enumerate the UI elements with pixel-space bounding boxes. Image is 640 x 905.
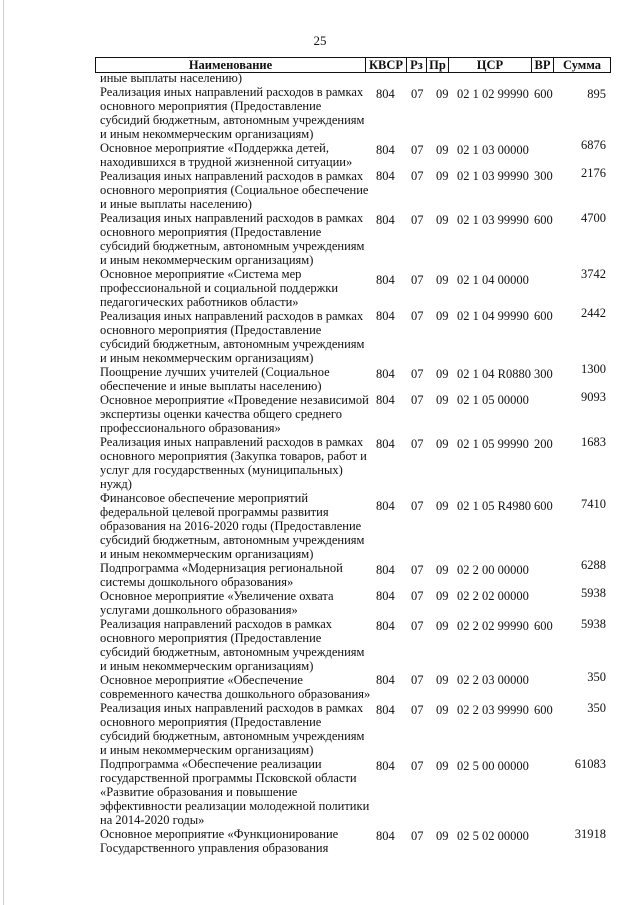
row-vr: 600 [534,619,553,633]
row-sum: 5938 [581,586,606,600]
row-sum: 6288 [581,558,606,572]
row-vr: 300 [534,367,553,381]
table-row [0,268,640,310]
row-kvsr: 804 [376,367,395,381]
row-kvsr: 804 [376,563,395,577]
page-number: 25 [313,33,327,48]
row-rz: 07 [411,673,424,687]
row-rz: 07 [411,213,424,227]
row-name: иные выплаты населению) [100,71,243,85]
row-pr: 09 [436,673,449,687]
row-kvsr: 804 [376,589,395,603]
row-pr: 09 [436,829,449,843]
row-kvsr: 804 [376,273,395,287]
row-rz: 07 [411,759,424,773]
row-rz: 07 [411,829,424,843]
row-pr: 09 [436,367,449,381]
table-row [0,558,640,590]
table-row [0,436,640,492]
row-sum: 895 [587,87,606,101]
row-pr: 09 [436,393,449,407]
row-rz: 07 [411,143,424,157]
row-kvsr: 804 [376,759,395,773]
table-row [0,306,640,366]
table-row [0,492,640,562]
table-row [0,390,640,436]
row-name: Основное мероприятие «Поддержка детей, находившихся в трудной жизненной ситуации» [100,141,353,169]
row-csr: 02 2 03 00000 [457,673,529,687]
row-rz: 07 [411,619,424,633]
header-csr: ЦСР [449,58,532,72]
row-kvsr: 804 [376,703,395,717]
row-csr: 02 1 05 00000 [457,393,529,407]
table-row [0,618,640,674]
row-kvsr: 804 [376,829,395,843]
row-csr: 02 2 02 00000 [457,589,529,603]
row-sum: 3742 [581,267,606,281]
row-kvsr: 804 [376,499,395,513]
header-vr: ВР [532,58,554,72]
row-vr: 600 [534,309,553,323]
row-sum: 350 [587,701,606,715]
row-rz: 07 [411,437,424,451]
row-name: Основное мероприятие «Обеспечение современного качества дошкольного образования» [100,673,371,701]
row-csr: 02 2 02 99990 [457,619,529,633]
row-csr: 02 1 04 99990 [457,309,529,323]
row-pr: 09 [436,563,449,577]
row-sum: 350 [587,670,606,684]
row-csr: 02 5 00 00000 [457,759,529,773]
row-pr: 09 [436,499,449,513]
row-pr: 09 [436,589,449,603]
row-vr: 600 [534,87,553,101]
row-pr: 09 [436,437,449,451]
row-kvsr: 804 [376,393,395,407]
table-body [0,72,640,856]
row-sum: 5938 [581,617,606,631]
row-csr: 02 1 04 00000 [457,273,529,287]
header-sum: Сумма [563,57,601,72]
row-name: Реализация иных направлений расходов в рамках основного мероприятия (Предоставление субсидий бюджетным, автономным учреждениям и иным некоммерческим организациям) [100,701,365,757]
row-kvsr: 804 [376,213,395,227]
row-name: Основное мероприятие «Проведение независимой экспертизы оценки качества общего среднего профессионального образования» [100,393,369,435]
row-name: Реализация иных направлений расходов в рамках основного мероприятия (Предоставление субсидий бюджетным, автономным учреждениям и иным некоммерческим организациям) [100,211,365,267]
row-sum: 2442 [581,306,606,320]
row-sum: 31918 [574,827,606,841]
row-pr: 09 [436,87,449,101]
header-name: Наименование [96,58,366,72]
row-name: Основное мероприятие «Функционирование Государственного управления образования [100,827,339,855]
row-name: Реализация иных направлений расходов в рамках основного мероприятия (Социальное обеспечение и иные выплаты населению) [100,169,369,211]
row-name: Поощрение лучших учителей (Социальное обеспечение и иные выплаты населению) [100,365,330,393]
row-name: Финансовое обеспечение мероприятий федеральной целевой программы развития образования на 2016-2020 годы (Предоставление субсидий бюджетным, автономным учреждениям и иным некоммерческим организациям) [100,491,365,561]
row-vr: 600 [534,703,553,717]
row-csr: 02 1 03 99990 [457,213,529,227]
row-rz: 07 [411,499,424,513]
row-pr: 09 [436,619,449,633]
row-csr: 02 1 03 99990 [457,169,529,183]
header-kvsr: КВСР [366,58,407,72]
row-name: Основное мероприятие «Увеличение охвата услугами дошкольного образования» [100,589,334,617]
row-pr: 09 [436,143,449,157]
row-kvsr: 804 [376,437,395,451]
table-row [0,702,640,758]
table-row [0,586,640,618]
table-row [0,166,640,212]
row-name: Подпрограмма «Модернизация региональной системы дошкольного образования» [100,561,343,589]
row-name: Реализация иных направлений расходов в рамках основного мероприятия (Предоставление субсидий бюджетным, автономным учреждениям и иным некоммерческим организациям) [100,309,365,365]
row-rz: 07 [411,87,424,101]
row-sum: 61083 [574,757,606,771]
row-csr: 02 1 04 R0880 [457,367,531,381]
row-name: Основное мероприятие «Система мер профессиональной и социальной поддержки педагогических работников области» [100,267,339,309]
table-row [0,828,640,856]
row-name: Реализация направлений расходов в рамках основного мероприятия (Предоставление субсидий бюджетным, автономным учреждениям и иным некоммерческим организациям) [100,617,365,673]
row-sum: 9093 [581,390,606,404]
row-rz: 07 [411,169,424,183]
table-row [0,758,640,828]
row-sum: 1683 [581,435,606,449]
row-csr: 02 2 00 00000 [457,563,529,577]
row-pr: 09 [436,169,449,183]
row-vr: 600 [534,499,553,513]
row-sum: 6876 [581,138,606,152]
header-rz: Рз [407,58,427,72]
header-pr: Пр [427,58,449,72]
row-sum: 7410 [581,497,606,511]
row-kvsr: 804 [376,619,395,633]
row-kvsr: 804 [376,309,395,323]
row-name: Подпрограмма «Обеспечение реализации государственной программы Псковской области «Развитие образования и повышение эффективности реализации молодежной политики на 2014-2020 годы» [100,757,370,827]
row-name: Реализация иных направлений расходов в рамках основного мероприятия (Предоставление субсидий бюджетным, автономным учреждениям и иным некоммерческим организациям) [100,85,365,141]
row-csr: 02 5 02 00000 [457,829,529,843]
row-rz: 07 [411,563,424,577]
row-pr: 09 [436,759,449,773]
row-kvsr: 804 [376,673,395,687]
row-vr: 300 [534,169,553,183]
row-pr: 09 [436,213,449,227]
row-rz: 07 [411,393,424,407]
row-rz: 07 [411,703,424,717]
row-sum: 4700 [581,211,606,225]
row-csr: 02 1 05 99990 [457,437,529,451]
table-row [0,138,640,170]
row-sum: 1300 [581,362,606,376]
row-pr: 09 [436,309,449,323]
row-vr: 200 [534,437,553,451]
row-rz: 07 [411,589,424,603]
row-rz: 07 [411,309,424,323]
row-kvsr: 804 [376,169,395,183]
row-vr: 600 [534,213,553,227]
row-csr: 02 1 03 00000 [457,143,529,157]
table-row [0,362,640,394]
row-name: Реализация иных направлений расходов в рамках основного мероприятия (Закупка товаров, работ и услуг для государственных (муниципальных) нужд) [100,435,367,491]
table-row [0,212,640,268]
row-csr: 02 1 05 R4980 [457,499,531,513]
row-csr: 02 2 03 99990 [457,703,529,717]
row-pr: 09 [436,273,449,287]
row-pr: 09 [436,703,449,717]
table-row [0,72,640,86]
row-csr: 02 1 02 99990 [457,87,529,101]
table-row [0,86,640,142]
table-row [0,670,640,702]
row-rz: 07 [411,273,424,287]
row-rz: 07 [411,367,424,381]
row-sum: 2176 [581,166,606,180]
row-kvsr: 804 [376,143,395,157]
row-kvsr: 804 [376,87,395,101]
